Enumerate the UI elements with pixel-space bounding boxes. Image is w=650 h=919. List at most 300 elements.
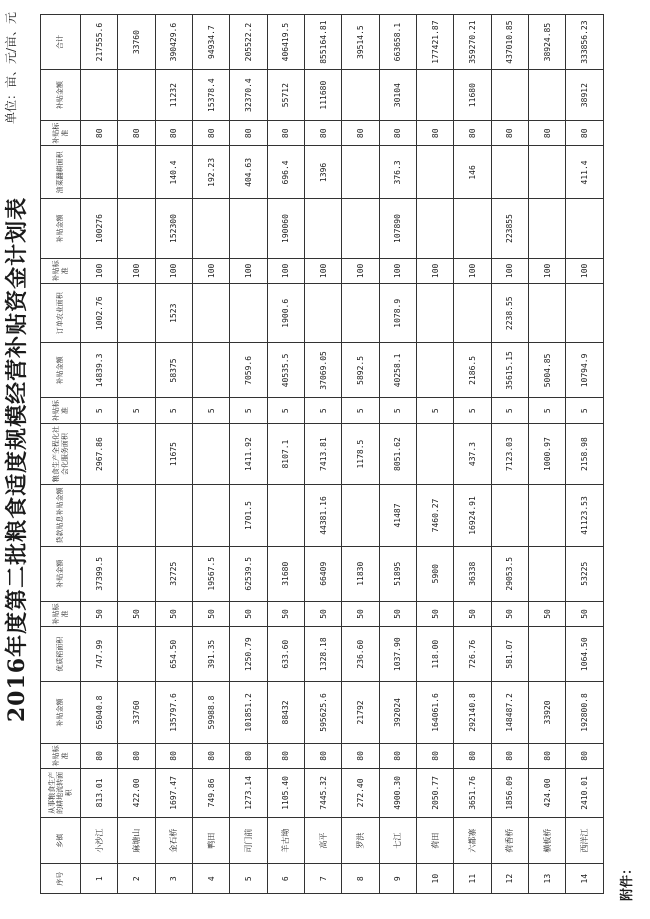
table-cell: 80 <box>81 743 118 768</box>
table-cell <box>529 485 566 546</box>
table-cell: 192.23 <box>193 146 230 199</box>
table-cell: 5892.5 <box>342 343 379 398</box>
header-cell: 贷款贴息补贴金额 <box>41 485 81 546</box>
table-cell: 司门前 <box>230 817 267 864</box>
header-cell: 补贴金额 <box>41 343 81 398</box>
table-cell: 2 <box>118 864 155 894</box>
table-cell: 50 <box>267 601 304 626</box>
table-cell: 50 <box>81 601 118 626</box>
table-cell: 2158.98 <box>566 423 604 484</box>
table-cell: 390429.6 <box>155 15 192 70</box>
table-cell: 100 <box>566 258 604 283</box>
table-cell: 16924.91 <box>454 485 491 546</box>
header-cell: 补贴标准 <box>41 743 81 768</box>
table-cell <box>529 199 566 258</box>
table-cell <box>529 546 566 601</box>
header-cell: 补贴标准 <box>41 398 81 423</box>
table-cell: 100 <box>305 258 342 283</box>
table-cell: 32725 <box>155 546 192 601</box>
table-cell <box>118 627 155 682</box>
table-cell: 80 <box>491 743 528 768</box>
header-cell: 补贴标准 <box>41 258 81 283</box>
table-cell: 100 <box>417 258 454 283</box>
table-cell: 5 <box>379 398 416 423</box>
table-cell: 100 <box>118 258 155 283</box>
table-cell: 80 <box>491 121 528 146</box>
table-cell: 2238.55 <box>491 284 528 343</box>
table-row <box>342 15 379 894</box>
table-row <box>417 15 454 894</box>
table-cell: 152300 <box>155 199 192 258</box>
table-cell: 1328.18 <box>305 627 342 682</box>
table-cell: 50 <box>454 601 491 626</box>
header-cell: 从事粮食生产的耕地流转面积 <box>41 769 81 818</box>
table-cell <box>230 199 267 258</box>
table-cell: 747.99 <box>81 627 118 682</box>
header-cell: 油菜翻耕面积 <box>41 146 81 199</box>
table-cell: 80 <box>417 743 454 768</box>
table-cell: 41123.53 <box>566 485 604 546</box>
table-cell: 59988.8 <box>193 682 230 743</box>
table-cell: 21792 <box>342 682 379 743</box>
table-cell <box>118 423 155 484</box>
table-cell: 391.35 <box>193 627 230 682</box>
table-cell: 140.4 <box>155 146 192 199</box>
table-cell: 411.4 <box>566 146 604 199</box>
table-row <box>230 15 267 894</box>
table-row <box>81 15 118 894</box>
table-cell: 50 <box>379 601 416 626</box>
table-cell: 37069.05 <box>305 343 342 398</box>
table-cell: 麻塘山 <box>118 817 155 864</box>
table-cell: 424.00 <box>529 769 566 818</box>
table-cell: 80 <box>566 121 604 146</box>
table-cell: 100276 <box>81 199 118 258</box>
table-row <box>379 15 416 894</box>
table-cell: 7123.03 <box>491 423 528 484</box>
table-row <box>566 15 604 894</box>
table-cell: 80 <box>342 121 379 146</box>
table-cell: 100 <box>81 258 118 283</box>
table-cell: 50 <box>193 601 230 626</box>
table-cell: 3651.76 <box>454 769 491 818</box>
subsidy-plan-table <box>40 14 604 894</box>
table-cell <box>81 485 118 546</box>
table-cell: 50 <box>417 601 454 626</box>
table-cell: 7 <box>305 864 342 894</box>
table-cell: 66409 <box>305 546 342 601</box>
table-cell: 292140.8 <box>454 682 491 743</box>
table-cell: 横板桥 <box>529 817 566 864</box>
table-cell: 荷香桥 <box>491 817 528 864</box>
table-cell <box>566 199 604 258</box>
table-cell: 135797.6 <box>155 682 192 743</box>
table-cell: 高平 <box>305 817 342 864</box>
document-title: 2016年度第二批粮食适度规模经营补贴资金计划表 <box>4 196 30 723</box>
table-cell <box>118 199 155 258</box>
table-row <box>193 15 230 894</box>
table-cell: 6 <box>267 864 304 894</box>
table-row <box>529 15 566 894</box>
table-cell: 100 <box>267 258 304 283</box>
table-cell: 581.07 <box>491 627 528 682</box>
table-cell: 50 <box>155 601 192 626</box>
table-cell <box>267 485 304 546</box>
table-cell: 164061.6 <box>417 682 454 743</box>
table-cell: 50 <box>305 601 342 626</box>
table-cell: 50 <box>230 601 267 626</box>
table-cell <box>118 284 155 343</box>
table-cell: 80 <box>118 121 155 146</box>
table-cell: 50 <box>529 601 566 626</box>
table-cell: 7059.6 <box>230 343 267 398</box>
table-cell <box>417 284 454 343</box>
table-cell <box>566 284 604 343</box>
unit-note: 单位：亩、元/亩、元 <box>4 12 18 125</box>
table-cell: 1900.6 <box>267 284 304 343</box>
table-cell: 15378.4 <box>193 70 230 121</box>
table-cell: 80 <box>193 121 230 146</box>
table-cell: 94934.7 <box>193 15 230 70</box>
table-cell: 1273.14 <box>230 769 267 818</box>
table-cell: 罗洪 <box>342 817 379 864</box>
table-header-row <box>41 15 81 894</box>
table-cell <box>417 146 454 199</box>
header-cell: 合计 <box>41 15 81 70</box>
table-cell: 146 <box>454 146 491 199</box>
table-cell <box>491 146 528 199</box>
table-cell <box>155 485 192 546</box>
table-cell: 80 <box>193 743 230 768</box>
table-cell: 50 <box>118 601 155 626</box>
table-cell: 七江 <box>379 817 416 864</box>
table-cell: 1078.9 <box>379 284 416 343</box>
table-cell: 80 <box>529 121 566 146</box>
table-cell: 1523 <box>155 284 192 343</box>
table-cell: 小沙江 <box>81 817 118 864</box>
header-cell: 订单农业面积 <box>41 284 81 343</box>
table-cell: 33760 <box>118 682 155 743</box>
header-cell: 粮食生产全程化社会化服务面积 <box>41 423 81 484</box>
table-cell: 西洋江 <box>566 817 604 864</box>
table-cell: 41487 <box>379 485 416 546</box>
table-cell: 205522.2 <box>230 15 267 70</box>
table-cell: 236.60 <box>342 627 379 682</box>
table-cell <box>118 70 155 121</box>
table-cell: 376.3 <box>379 146 416 199</box>
table-cell: 100 <box>379 258 416 283</box>
table-cell <box>193 343 230 398</box>
table-cell: 80 <box>81 121 118 146</box>
table-cell: 272.40 <box>342 769 379 818</box>
table-row <box>491 15 528 894</box>
table-cell: 33920 <box>529 682 566 743</box>
table-cell: 30104 <box>379 70 416 121</box>
table-cell: 633.60 <box>267 627 304 682</box>
table-cell: 35615.15 <box>491 343 528 398</box>
table-cell: 100 <box>454 258 491 283</box>
header-cell: 优质稻面积 <box>41 627 81 682</box>
table-cell: 65040.8 <box>81 682 118 743</box>
table-cell: 437010.85 <box>491 15 528 70</box>
table-cell: 40535.5 <box>267 343 304 398</box>
table-cell: 5 <box>305 398 342 423</box>
header-cell: 序号 <box>41 864 81 894</box>
header-cell: 乡镇 <box>41 817 81 864</box>
table-cell: 80 <box>379 121 416 146</box>
table-cell: 金石桥 <box>155 817 192 864</box>
table-cell: 44381.16 <box>305 485 342 546</box>
table-cell <box>118 343 155 398</box>
header-cell: 补贴金额 <box>41 682 81 743</box>
table-cell: 3 <box>155 864 192 894</box>
table-cell: 8051.62 <box>379 423 416 484</box>
table-cell <box>193 284 230 343</box>
table-cell: 9 <box>379 864 416 894</box>
table-cell: 80 <box>566 743 604 768</box>
table-cell <box>529 627 566 682</box>
table-cell: 40258.1 <box>379 343 416 398</box>
table-cell: 80 <box>305 743 342 768</box>
table-cell: 100 <box>155 258 192 283</box>
table-cell: 392024 <box>379 682 416 743</box>
table-cell: 13 <box>529 864 566 894</box>
table-cell: 1396 <box>305 146 342 199</box>
table-cell: 696.4 <box>267 146 304 199</box>
header-cell: 补贴金额 <box>41 70 81 121</box>
table-cell: 654.50 <box>155 627 192 682</box>
table-cell: 5 <box>267 398 304 423</box>
table-cell: 六都寨 <box>454 817 491 864</box>
table-cell <box>417 423 454 484</box>
table-cell: 333856.23 <box>566 15 604 70</box>
table-cell: 5 <box>230 864 267 894</box>
table-cell: 80 <box>379 743 416 768</box>
table-cell: 1037.90 <box>379 627 416 682</box>
table-cell <box>193 485 230 546</box>
table-cell: 80 <box>118 743 155 768</box>
table-cell: 100 <box>342 258 379 283</box>
table-cell <box>417 199 454 258</box>
table-cell: 36338 <box>454 546 491 601</box>
table-cell <box>454 284 491 343</box>
header-cell: 补贴标准 <box>41 601 81 626</box>
table-cell: 148487.2 <box>491 682 528 743</box>
table-cell: 100 <box>230 258 267 283</box>
table-cell <box>454 199 491 258</box>
table-cell: 5 <box>529 398 566 423</box>
table-cell <box>417 70 454 121</box>
table-cell: 29053.5 <box>491 546 528 601</box>
table-cell: 33760 <box>118 15 155 70</box>
table-cell: 羊古坳 <box>267 817 304 864</box>
table-cell <box>417 343 454 398</box>
table-cell: 5 <box>342 398 379 423</box>
table-row <box>267 15 304 894</box>
table-cell <box>342 485 379 546</box>
table-cell: 2410.01 <box>566 769 604 818</box>
table-cell: 107890 <box>379 199 416 258</box>
header-cell: 补贴金额 <box>41 546 81 601</box>
table-cell: 437.3 <box>454 423 491 484</box>
table-cell: 80 <box>155 743 192 768</box>
table-cell: 359270.21 <box>454 15 491 70</box>
table-cell <box>529 284 566 343</box>
table-cell: 11 <box>454 864 491 894</box>
table-cell: 422.00 <box>118 769 155 818</box>
table-cell: 406419.5 <box>267 15 304 70</box>
table-cell: 111680 <box>305 70 342 121</box>
table-cell: 100 <box>491 258 528 283</box>
table-cell: 5 <box>81 398 118 423</box>
table-cell: 1701.5 <box>230 485 267 546</box>
table-cell <box>118 546 155 601</box>
table-cell: 80 <box>155 121 192 146</box>
table-cell: 5 <box>417 398 454 423</box>
table-cell: 749.86 <box>193 769 230 818</box>
table-cell: 80 <box>454 743 491 768</box>
table-cell: 11232 <box>155 70 192 121</box>
table-cell: 38912 <box>566 70 604 121</box>
table-cell: 190060 <box>267 199 304 258</box>
table-cell: 8107.1 <box>267 423 304 484</box>
table-cell <box>529 146 566 199</box>
table-cell <box>193 423 230 484</box>
attachment-label: 附件： <box>620 861 635 901</box>
table-cell: 223855 <box>491 199 528 258</box>
table-cell: 11680 <box>454 70 491 121</box>
table-cell: 19567.5 <box>193 546 230 601</box>
table-cell: 5004.85 <box>529 343 566 398</box>
table-cell: 5 <box>491 398 528 423</box>
table-cell: 5 <box>454 398 491 423</box>
table-cell: 663658.1 <box>379 15 416 70</box>
table-cell: 80 <box>342 743 379 768</box>
table-cell: 14839.3 <box>81 343 118 398</box>
table-cell: 88432 <box>267 682 304 743</box>
table-cell: 38924.85 <box>529 15 566 70</box>
table-cell: 1064.50 <box>566 627 604 682</box>
table-cell <box>81 146 118 199</box>
table-cell: 1856.09 <box>491 769 528 818</box>
table-cell: 58375 <box>155 343 192 398</box>
table-cell: 10 <box>417 864 454 894</box>
table-cell: 5 <box>118 398 155 423</box>
table-row <box>118 15 155 894</box>
table-cell: 100 <box>193 258 230 283</box>
table-cell <box>342 284 379 343</box>
table-cell: 726.76 <box>454 627 491 682</box>
table-cell: 101851.2 <box>230 682 267 743</box>
table-cell: 1 <box>81 864 118 894</box>
table-cell: 11675 <box>155 423 192 484</box>
table-cell: 813.01 <box>81 769 118 818</box>
table-row <box>454 15 491 894</box>
table-cell: 217555.6 <box>81 15 118 70</box>
table-cell: 50 <box>491 601 528 626</box>
table-cell: 80 <box>417 121 454 146</box>
table-cell <box>118 485 155 546</box>
table-cell: 1000.97 <box>529 423 566 484</box>
table-cell: 1105.40 <box>267 769 304 818</box>
table-cell: 80 <box>230 743 267 768</box>
header-cell: 补贴金额 <box>41 199 81 258</box>
table-row <box>155 15 192 894</box>
table-cell <box>118 146 155 199</box>
table-cell: 80 <box>529 743 566 768</box>
table-cell <box>491 485 528 546</box>
table-cell: 177421.87 <box>417 15 454 70</box>
table-cell <box>342 70 379 121</box>
table-cell: 53225 <box>566 546 604 601</box>
table-cell: 62539.5 <box>230 546 267 601</box>
table-cell: 100 <box>529 258 566 283</box>
table-cell: 5 <box>193 398 230 423</box>
table-cell: 595625.6 <box>305 682 342 743</box>
table-cell: 5 <box>566 398 604 423</box>
table-cell: 50 <box>566 601 604 626</box>
table-cell: 7445.32 <box>305 769 342 818</box>
table-cell: 10794.9 <box>566 343 604 398</box>
table-cell: 11830 <box>342 546 379 601</box>
table-cell <box>342 199 379 258</box>
table-row <box>305 15 342 894</box>
table-cell: 31680 <box>267 546 304 601</box>
table-cell: 51895 <box>379 546 416 601</box>
table-cell: 1002.76 <box>81 284 118 343</box>
table-cell: 7413.81 <box>305 423 342 484</box>
table-cell: 1250.79 <box>230 627 267 682</box>
table-cell: 14 <box>566 864 604 894</box>
table-cell: 1697.47 <box>155 769 192 818</box>
table-cell: 80 <box>230 121 267 146</box>
table-cell: 8 <box>342 864 379 894</box>
table-cell <box>230 284 267 343</box>
table-cell <box>491 70 528 121</box>
table-cell: 55712 <box>267 70 304 121</box>
table-cell: 荷田 <box>417 817 454 864</box>
table-cell: 32370.4 <box>230 70 267 121</box>
table-cell: 5 <box>230 398 267 423</box>
table-cell: 1178.5 <box>342 423 379 484</box>
table-cell: 855164.81 <box>305 15 342 70</box>
table-body <box>81 15 604 894</box>
table-cell <box>81 70 118 121</box>
table-cell <box>305 284 342 343</box>
table-cell: 80 <box>267 743 304 768</box>
table-cell: 37399.5 <box>81 546 118 601</box>
table-cell: 2186.5 <box>454 343 491 398</box>
table-cell: 80 <box>267 121 304 146</box>
table-cell: 118.00 <box>417 627 454 682</box>
table-cell: 7460.27 <box>417 485 454 546</box>
table-cell: 4900.30 <box>379 769 416 818</box>
table-cell: 50 <box>342 601 379 626</box>
table-cell: 1411.92 <box>230 423 267 484</box>
table-cell <box>342 146 379 199</box>
table-cell: 4 <box>193 864 230 894</box>
table-cell: 80 <box>454 121 491 146</box>
table-cell: 5900 <box>417 546 454 601</box>
table-cell: 12 <box>491 864 528 894</box>
table-cell: 39514.5 <box>342 15 379 70</box>
table-cell <box>193 199 230 258</box>
table-cell: 2050.77 <box>417 769 454 818</box>
table-cell: 80 <box>305 121 342 146</box>
table-cell: 192800.8 <box>566 682 604 743</box>
table-cell: 2967.86 <box>81 423 118 484</box>
header-cell: 补贴标准 <box>41 121 81 146</box>
